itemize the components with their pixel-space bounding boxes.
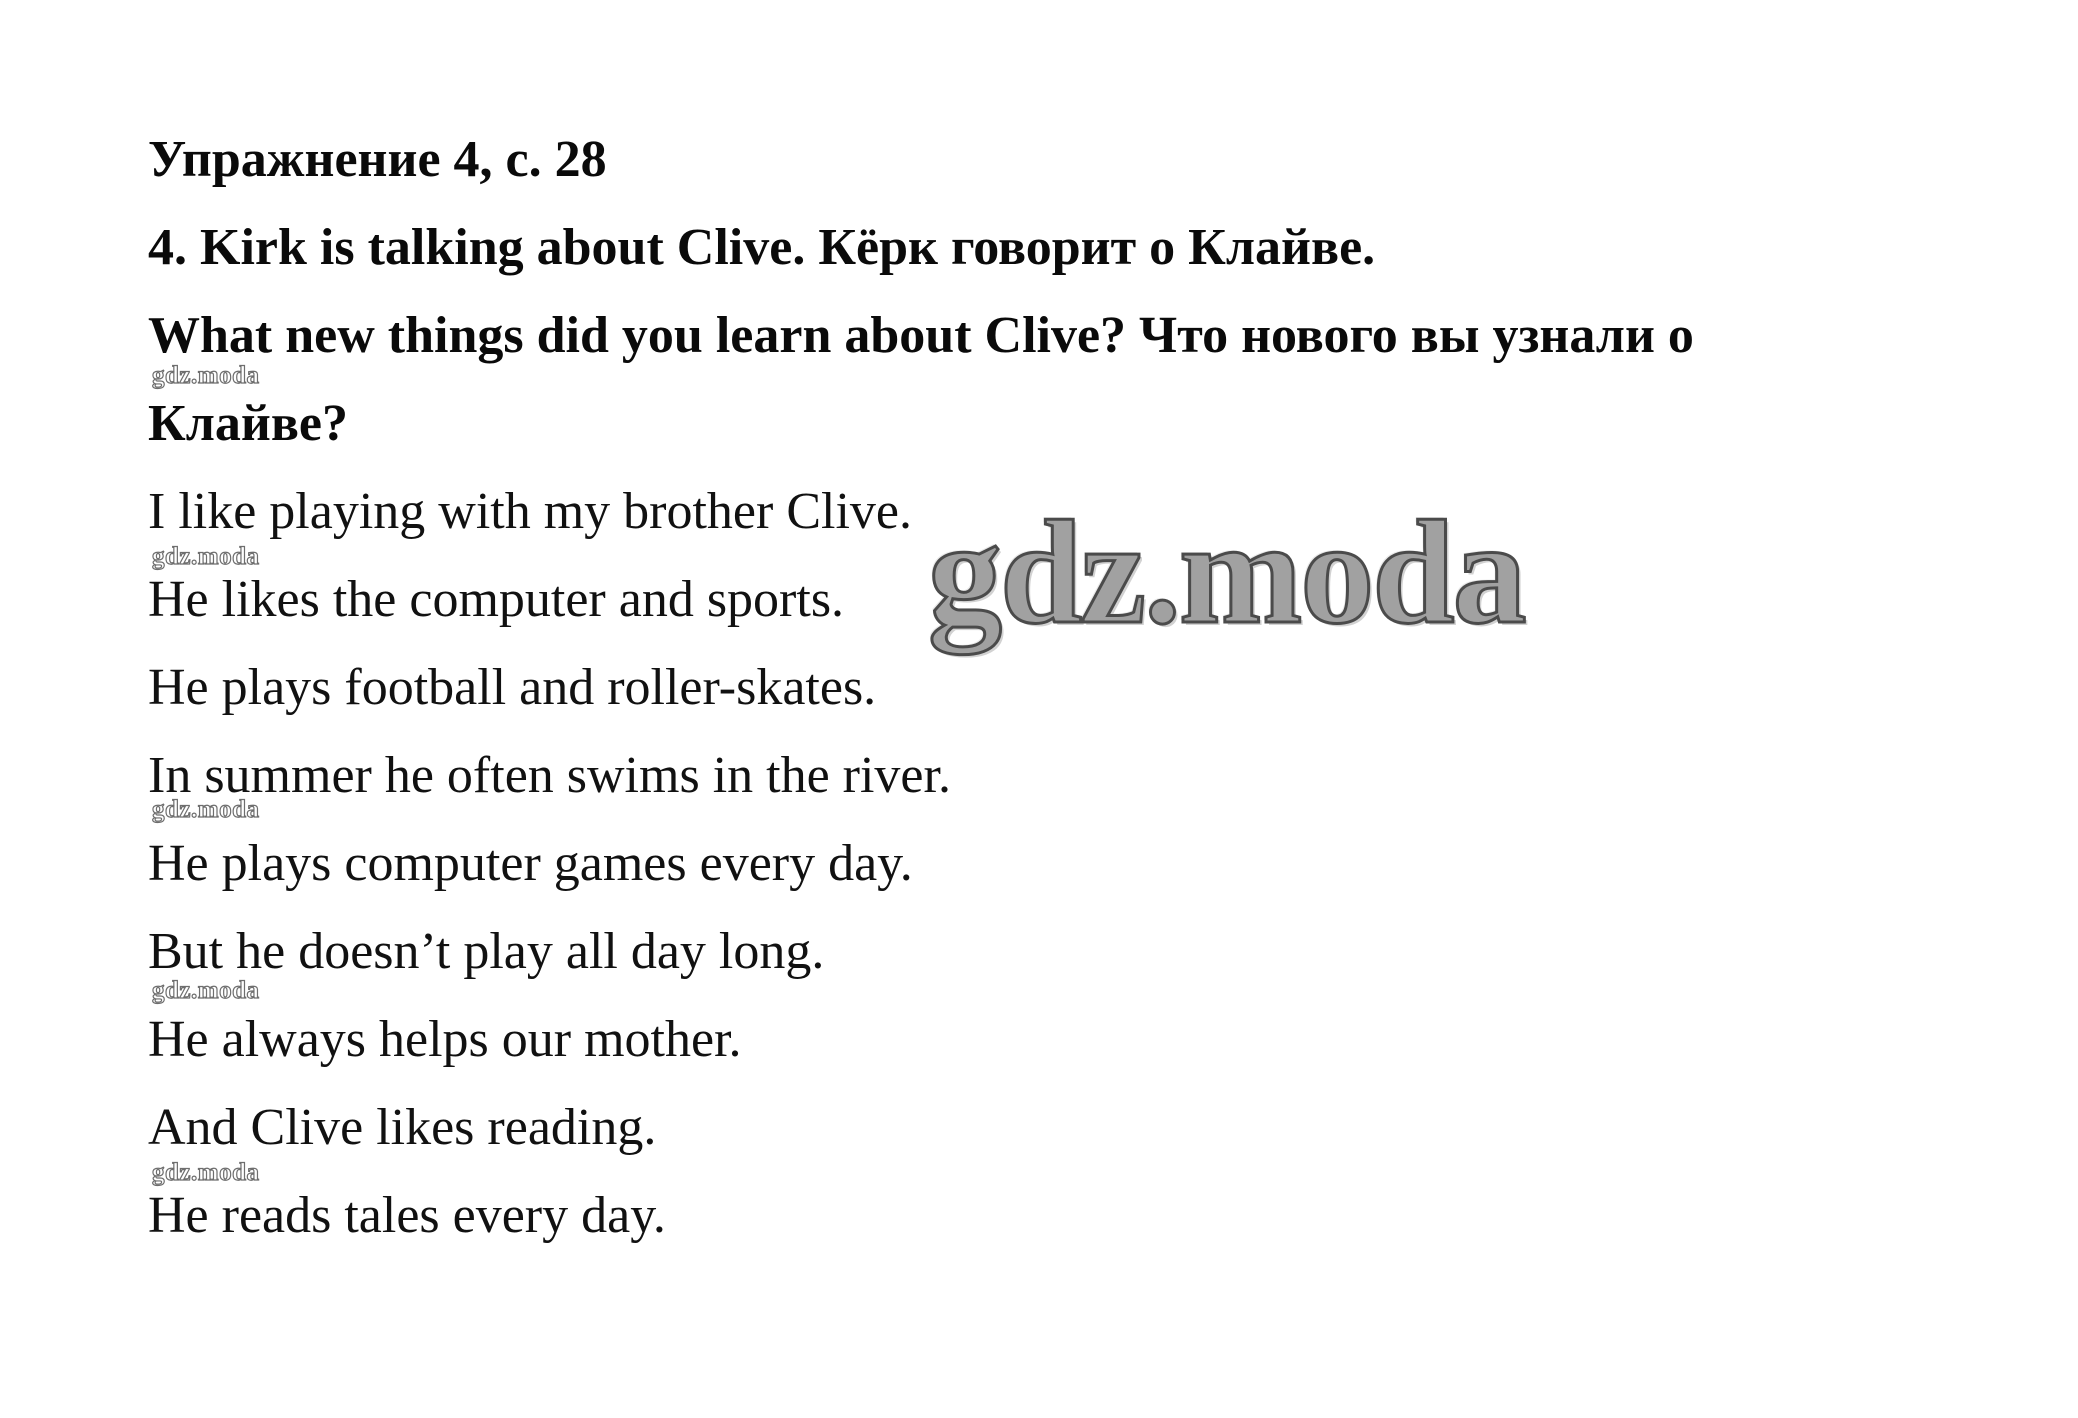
watermark-small: gdz.moda [152,796,260,823]
answer-line: He plays computer games every day. [148,835,913,892]
watermark-small: gdz.moda [152,543,260,570]
answer-line: He always helps our mother. [148,1011,742,1068]
answer-line: In summer he often swims in the river. [148,747,951,804]
watermark-small: gdz.moda [152,362,260,389]
answer-line: But he doesn’t play all day long. [148,923,825,980]
exercise-heading: Упражнение 4, с. 28 [148,131,607,188]
answer-line: He plays football and roller-skates. [148,659,877,716]
watermark-small: gdz.moda [152,1159,260,1186]
answer-line: He likes the computer and sports. [148,571,845,628]
answer-line: And Clive likes reading. [148,1099,657,1156]
question-line-1: What new things did you learn about Clive? Что нового вы узнали о [148,307,1694,364]
answer-line: I like playing with my brother Clive. [148,483,912,540]
answer-line: He reads tales every day. [148,1187,666,1244]
watermark-small: gdz.moda [152,977,260,1004]
question-line-2: Клайве? [148,395,349,452]
task-line: 4. Kirk is talking about Clive. Кёрк говорит о Клайве. [148,219,1376,276]
watermark-large: gdz.moda [928,491,1525,655]
